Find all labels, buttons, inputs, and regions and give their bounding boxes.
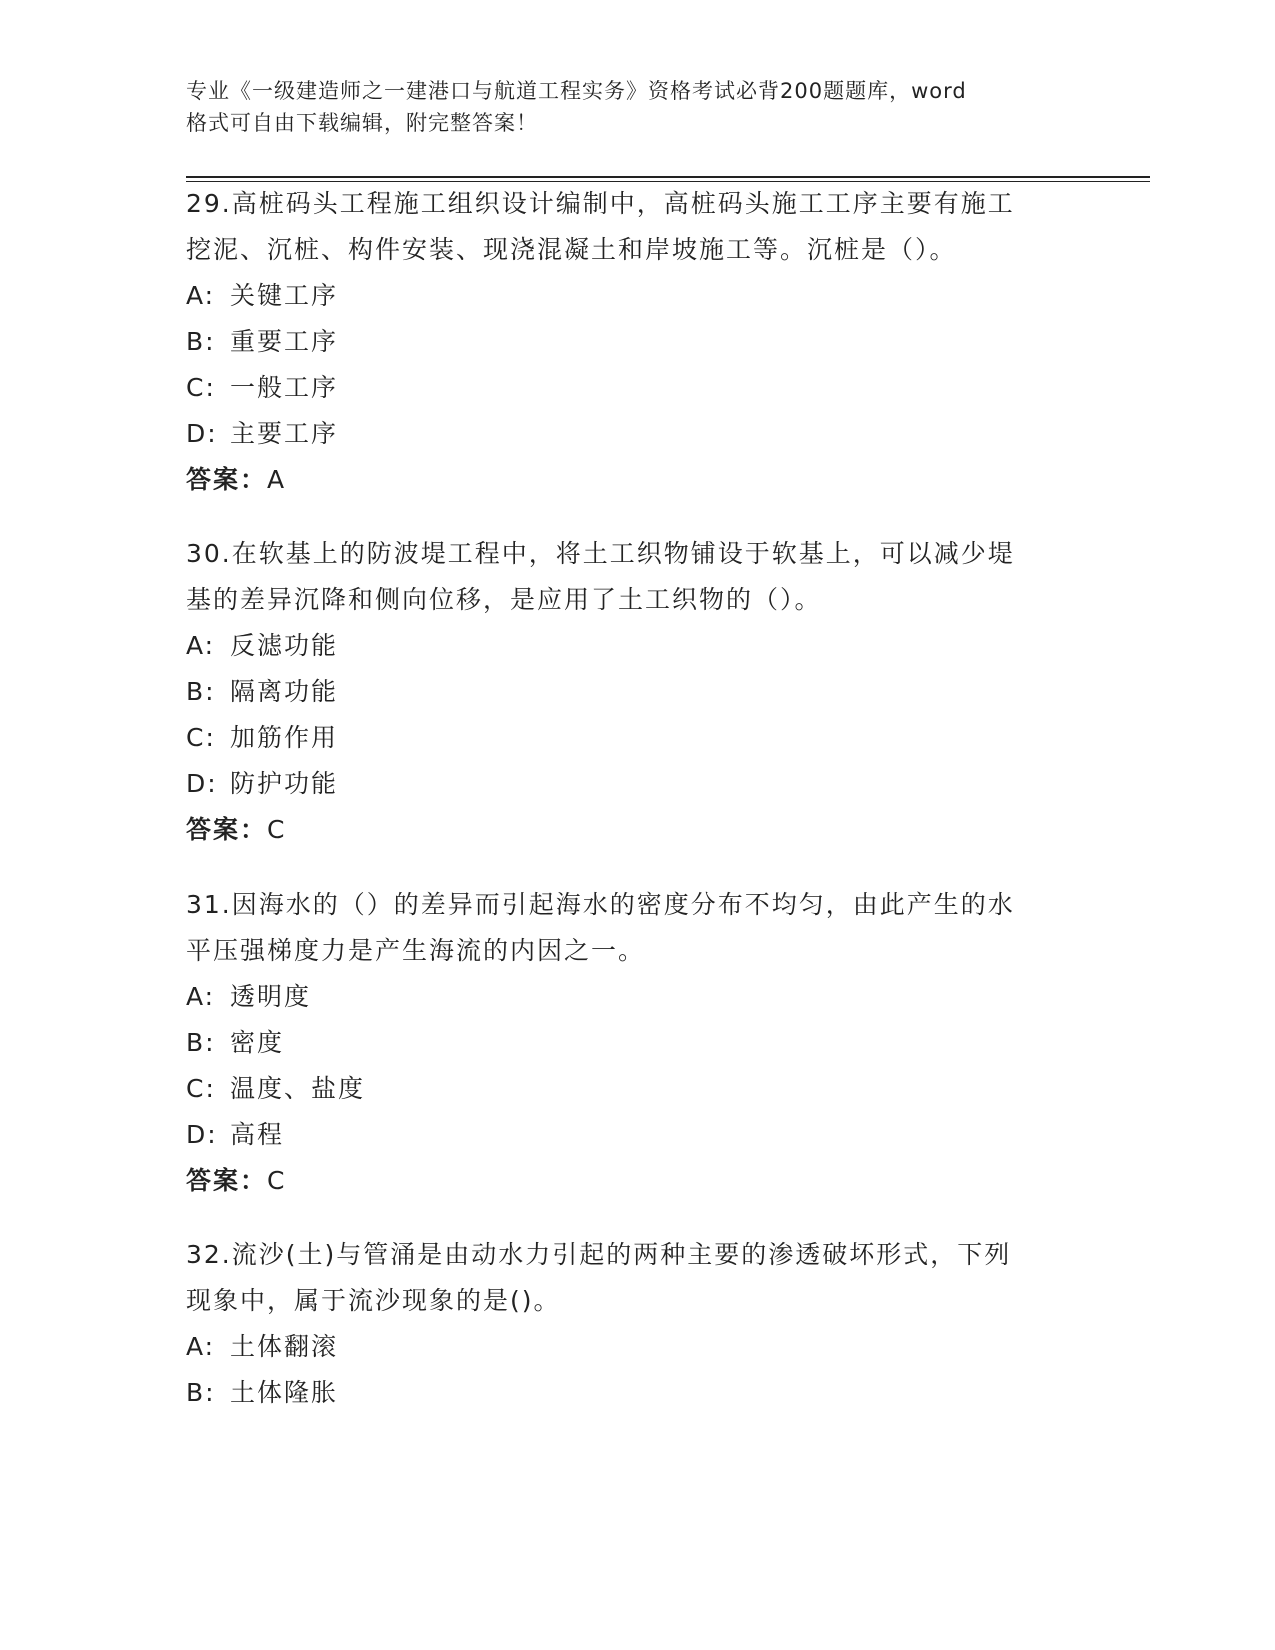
option-letter: C: [186, 373, 216, 402]
question-29 [186, 181, 1086, 503]
option-letter: A: [186, 1332, 216, 1361]
option-text: 关键工序 [230, 281, 339, 310]
answer-value: A [267, 465, 287, 494]
question-stem-line-1: 30.在软基上的防波堤工程中，将土工织物铺设于软基上，可以减少堤 [186, 539, 1015, 568]
question-stem-line-2: 基的差异沉降和侧向位移，是应用了土工织物的（）。 [186, 585, 822, 614]
option-b [186, 1020, 1086, 1066]
option-c [186, 365, 1086, 411]
question-30 [186, 531, 1086, 853]
option-c [186, 715, 1086, 761]
option-a [186, 623, 1086, 669]
option-b [186, 1370, 1086, 1416]
option-text: 土体隆胀 [230, 1378, 339, 1407]
option-letter: D: [186, 769, 218, 798]
header-divider-thick [186, 176, 1150, 178]
option-a [186, 273, 1086, 319]
option-letter: A: [186, 982, 216, 1011]
option-letter: A: [186, 631, 216, 660]
option-letter: B: [186, 327, 216, 356]
header-line-1: 专业《一级建造师之一建港口与航道工程实务》资格考试必背200题题库，word [186, 79, 967, 103]
option-letter: B: [186, 677, 216, 706]
answer-line [186, 457, 1086, 503]
option-b [186, 319, 1086, 365]
option-letter: C: [186, 723, 216, 752]
answer-value: C [267, 815, 287, 844]
option-text: 隔离功能 [230, 677, 339, 706]
option-d [186, 411, 1086, 457]
question-stem-line-2: 平压强梯度力是产生海流的内因之一。 [186, 936, 646, 965]
option-text: 重要工序 [230, 327, 339, 356]
answer-line [186, 1158, 1086, 1204]
question-stem-line-1: 29.高桩码头工程施工组织设计编制中，高桩码头施工工序主要有施工 [186, 189, 1015, 218]
option-letter: C: [186, 1074, 216, 1103]
question-stem-line-2: 现象中，属于流沙现象的是()。 [186, 1286, 561, 1315]
answer-label: 答案： [186, 1166, 268, 1195]
question-stem-line-1: 32.流沙(土)与管涌是由动水力引起的两种主要的渗透破坏形式，下列 [186, 1240, 1012, 1269]
answer-line [186, 807, 1086, 853]
header-line-2: 格式可自由下载编辑，附完整答案！ [186, 111, 538, 135]
option-text: 密度 [230, 1028, 285, 1057]
option-letter: A: [186, 281, 216, 310]
option-c [186, 1066, 1086, 1112]
option-text: 一般工序 [230, 373, 339, 402]
question-stem-line-1: 31.因海水的（）的差异而引起海水的密度分布不均匀，由此产生的水 [186, 890, 1015, 919]
option-text: 反滤功能 [230, 631, 339, 660]
option-letter: B: [186, 1028, 216, 1057]
option-b [186, 669, 1086, 715]
answer-label: 答案： [186, 465, 268, 494]
option-d [186, 761, 1086, 807]
option-a [186, 1324, 1086, 1370]
option-text: 温度、盐度 [230, 1074, 366, 1103]
option-a [186, 974, 1086, 1020]
option-text: 加筋作用 [230, 723, 339, 752]
question-stem-line-2: 挖泥、沉桩、构件安装、现浇混凝土和岸坡施工等。沉桩是（）。 [186, 235, 957, 264]
answer-label: 答案： [186, 815, 268, 844]
question-32 [186, 1232, 1086, 1416]
question-31 [186, 882, 1086, 1204]
option-text: 防护功能 [230, 769, 339, 798]
document-header [186, 75, 1086, 139]
option-letter: B: [186, 1378, 216, 1407]
option-text: 土体翻滚 [230, 1332, 339, 1361]
option-text: 高程 [230, 1120, 285, 1149]
option-d [186, 1112, 1086, 1158]
option-letter: D: [186, 1120, 218, 1149]
option-text: 透明度 [230, 982, 312, 1011]
answer-value: C [267, 1166, 287, 1195]
option-letter: D: [186, 419, 218, 448]
option-text: 主要工序 [230, 419, 339, 448]
